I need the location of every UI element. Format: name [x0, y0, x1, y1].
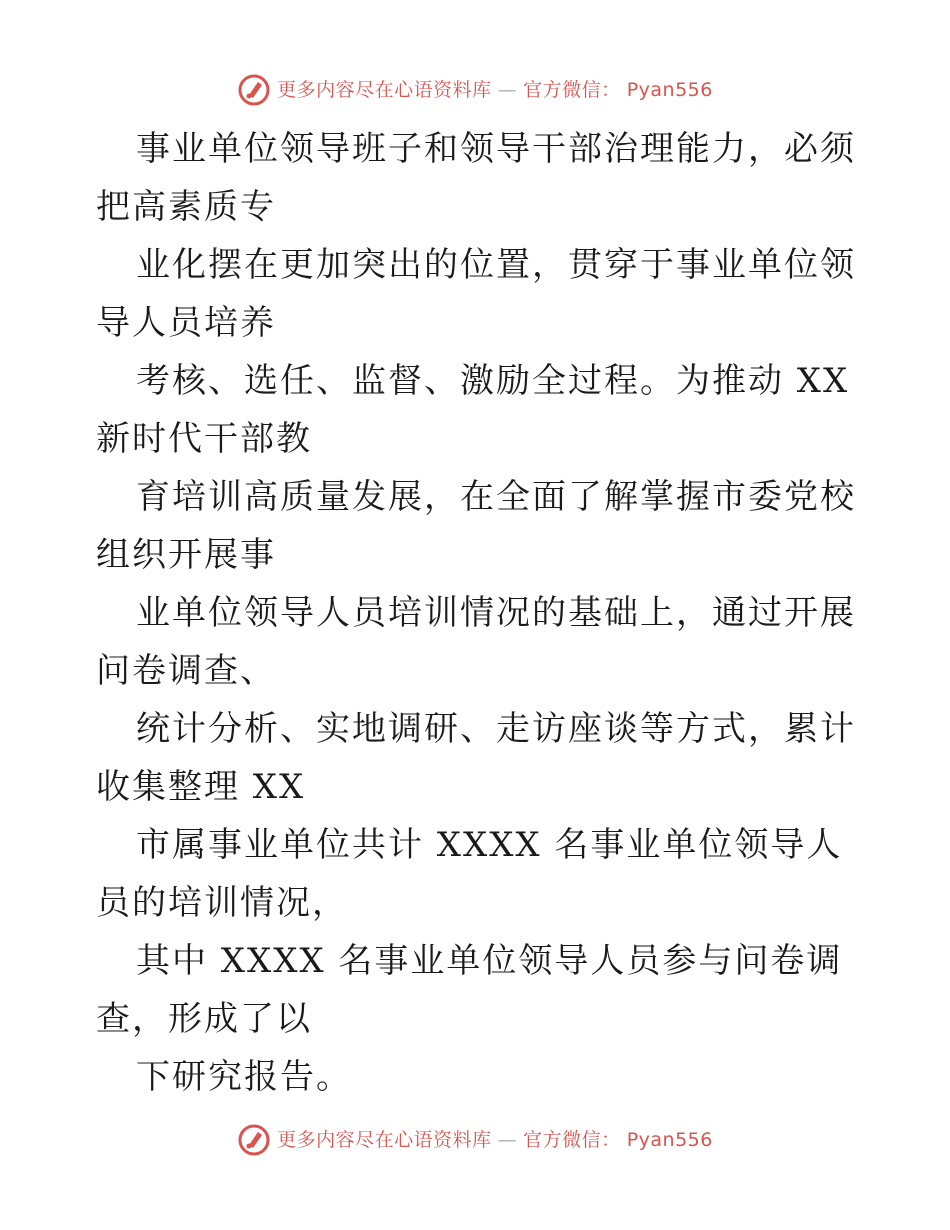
header-watermark — [0, 70, 950, 110]
watermark-official-label: 官方微信： — [523, 1128, 621, 1151]
paragraph: 考核、选任、监督、激励全过程。为推动 XX 新时代干部教 — [96, 361, 850, 459]
watermark-wechat-id: Pyan556 — [626, 78, 713, 101]
watermark-lead-text: 更多内容尽在心语资料库 — [277, 78, 492, 101]
paragraph: 业化摆在更加突出的位置，贯穿于事业单位领导人员培养 — [96, 245, 856, 343]
paragraph: 事业单位领导班子和领导干部治理能力，必须把高素质专 — [96, 129, 856, 227]
pen-nib-icon — [237, 73, 271, 107]
watermark-wechat-id: Pyan556 — [626, 1128, 713, 1151]
pen-nib-icon — [237, 1123, 271, 1157]
paragraph: 统计分析、实地调研、走访座谈等方式，累计收集整理 XX — [96, 709, 856, 807]
watermark-official-label: 官方微信： — [523, 78, 621, 101]
watermark-separator: — — [497, 1128, 518, 1151]
watermark-lead-text: 更多内容尽在心语资料库 — [277, 1128, 492, 1151]
paragraph: 业单位领导人员培训情况的基础上，通过开展问卷调查、 — [96, 593, 856, 691]
footer-watermark — [0, 1120, 950, 1160]
watermark-separator: — — [497, 78, 518, 101]
document-body — [96, 120, 856, 1106]
paragraph: 市属事业单位共计 XXXX 名事业单位领导人员的培训情况， — [96, 825, 843, 923]
paragraph: 育培训高质量发展，在全面了解掌握市委党校组织开展事 — [96, 477, 856, 575]
paragraph: 其中 XXXX 名事业单位领导人员参与问卷调查，形成了以 — [96, 941, 843, 1039]
paragraph: 下研究报告。 — [136, 1057, 352, 1097]
